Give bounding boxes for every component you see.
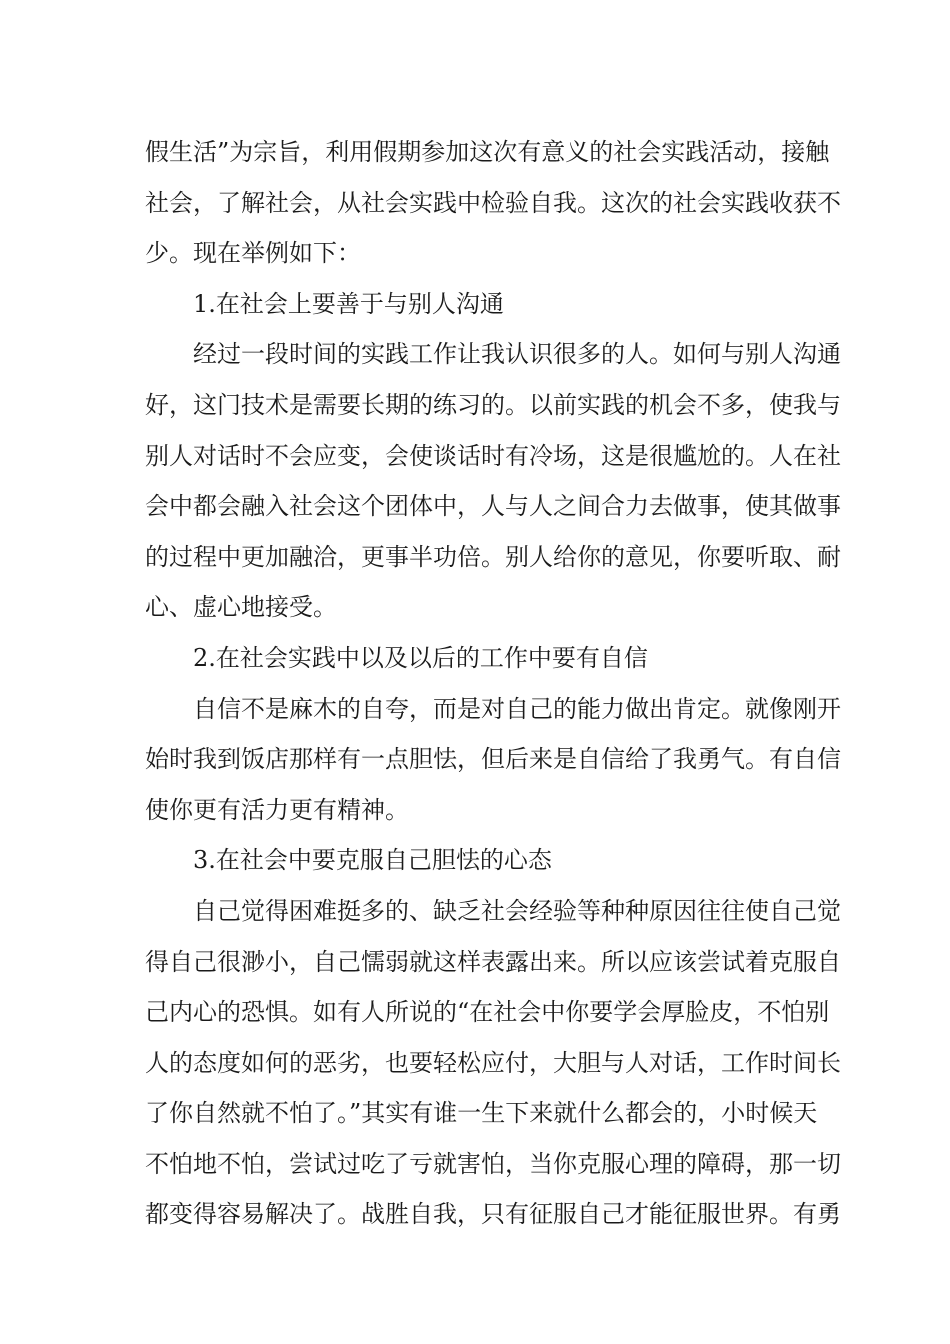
text-line: 都变得容易解决了。战胜自我，只有征服自己才能征服世界。有勇 <box>145 1200 841 1229</box>
text-line: 己内心的恐惧。如有人所说的“在社会中你要学会厚脸皮，不怕别 <box>145 998 830 1027</box>
section-heading-2: 2.在社会实践中以及以后的工作中要有自信 <box>193 643 648 672</box>
body-text <box>145 127 841 1240</box>
text-line: 使你更有活力更有精神。 <box>145 795 409 824</box>
text-line: 始时我到饭店那样有一点胆怯，但后来是自信给了我勇气。有自信 <box>145 745 841 774</box>
text-line: 少。现在举例如下： <box>145 239 361 268</box>
text-line: 经过一段时间的实践工作让我认识很多的人。如何与别人沟通 <box>193 340 841 369</box>
section-heading-3: 3.在社会中要克服自己胆怯的心态 <box>193 846 552 875</box>
text-line: 自己觉得困难挺多的、缺乏社会经验等种种原因往往使自己觉 <box>193 896 841 925</box>
text-line: 得自己很渺小，自己懦弱就这样表露出来。所以应该尝试着克服自 <box>145 947 841 976</box>
text-line: 好，这门技术是需要长期的练习的。以前实践的机会不多，使我与 <box>145 390 841 419</box>
text-line: 人的态度如何的恶劣，也要轻松应付，大胆与人对话，工作时间长 <box>145 1048 841 1077</box>
text-line: 心、虚心地接受。 <box>145 593 337 622</box>
text-line: 自信不是麻木的自夸，而是对自己的能力做出肯定。就像刚开 <box>193 694 841 723</box>
text-line: 不怕地不怕，尝试过吃了亏就害怕，当你克服心理的障碍，那一切 <box>145 1149 841 1178</box>
text-line: 的过程中更加融洽，更事半功倍。别人给你的意见，你要听取、耐 <box>145 542 841 571</box>
text-line: 会中都会融入社会这个团体中，人与人之间合力去做事，使其做事 <box>145 492 841 521</box>
text-line: 假生活”为宗旨，利用假期参加这次有意义的社会实践活动，接触 <box>145 138 830 166</box>
text-line: 了你自然就不怕了。”其实有谁一生下来就什么都会的，小时候天 <box>145 1099 818 1128</box>
text-line: 社会，了解社会，从社会实践中检验自我。这次的社会实践收获不 <box>145 188 841 217</box>
section-heading-1: 1.在社会上要善于与别人沟通 <box>193 289 504 318</box>
text-line: 别人对话时不会应变，会使谈话时有冷场，这是很尴尬的。人在社 <box>145 441 841 470</box>
